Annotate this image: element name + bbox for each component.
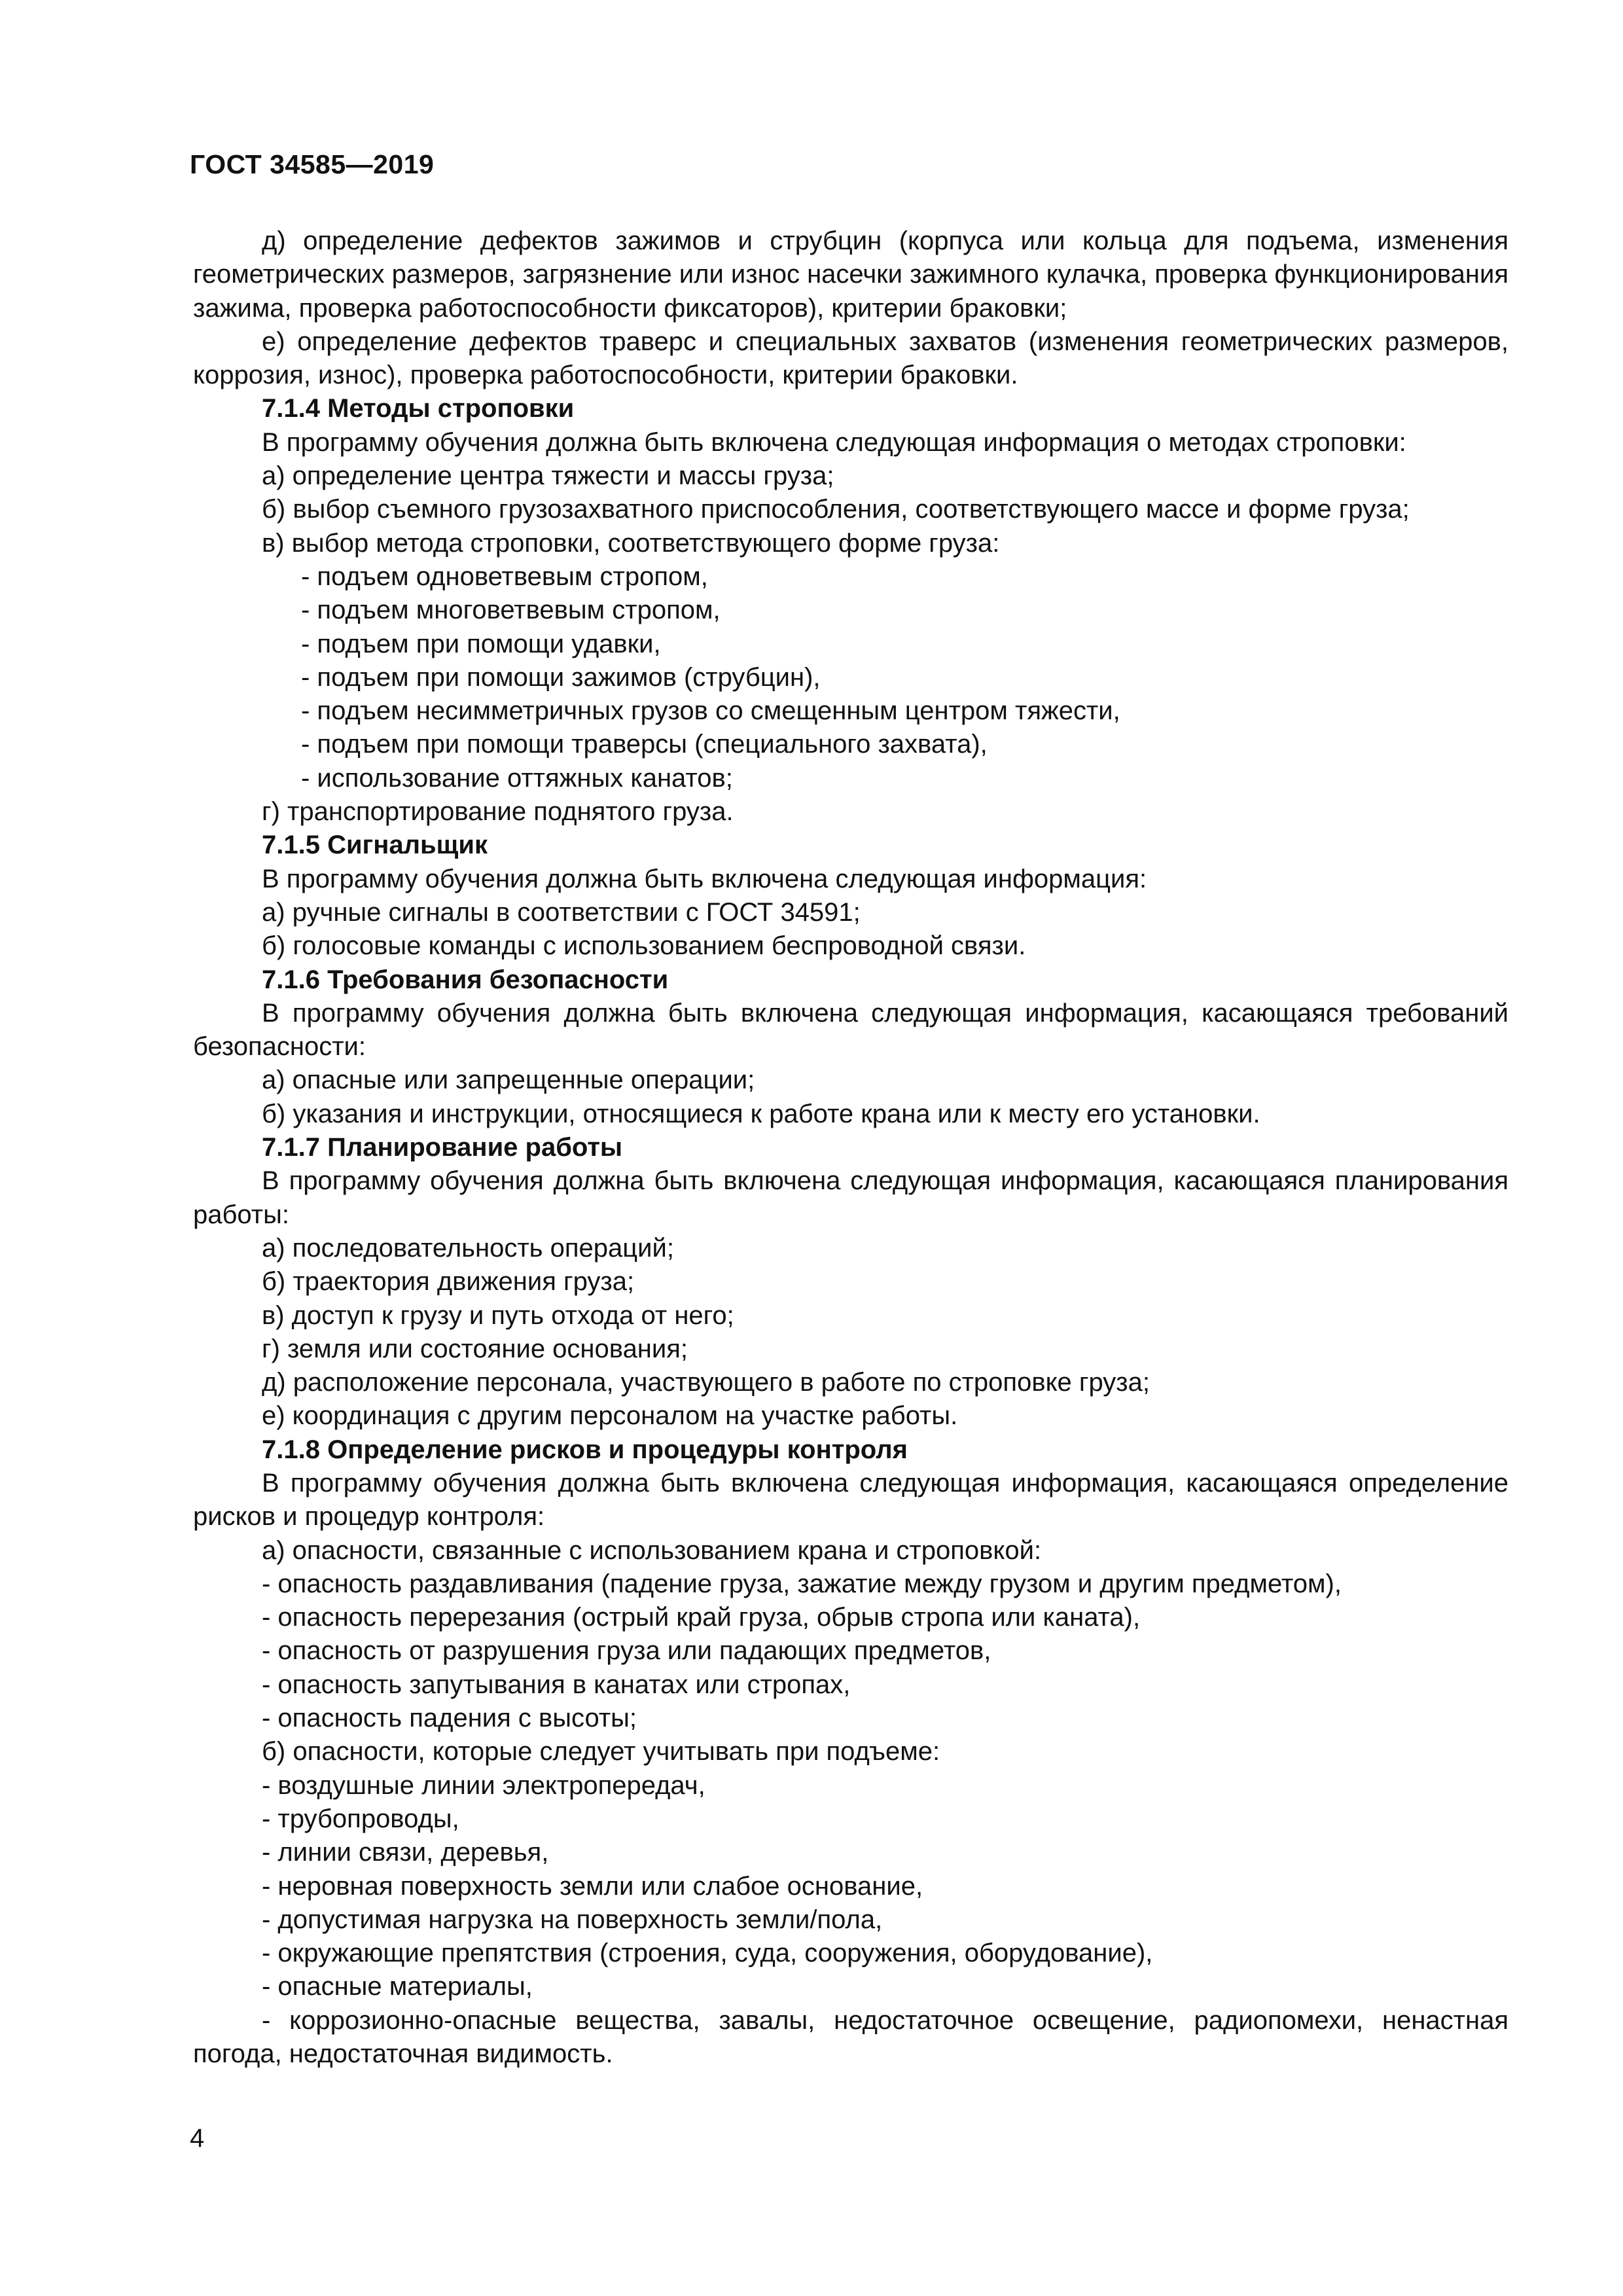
sub-list-item: - подъем при помощи удавки, [301, 629, 661, 658]
hazard-item: - допустимая нагрузка на поверхность земли/пола, [262, 1905, 883, 1934]
list-item: в) доступ к грузу и путь отхода от него; [262, 1300, 734, 1330]
section-intro: В программу обучения должна быть включена следующая информация, касающаяся требований безопасности: [193, 998, 1508, 1062]
page-number: 4 [190, 2124, 205, 2153]
list-item: г) транспортирование поднятого груза. [262, 797, 734, 827]
list-item: а) определение центра тяжести и массы груза; [262, 461, 834, 491]
hazard-item: - неровная поверхность земли или слабое основание, [262, 1871, 923, 1901]
list-item: б) траектория движения груза; [262, 1267, 635, 1297]
sub-list-item: - подъем при помощи траверсы (специального захвата), [301, 730, 988, 759]
hazard-item: - линии связи, деревья, [262, 1838, 549, 1867]
paragraph-e: е) определение дефектов траверс и специальных захватов (изменения геометрических размеров, коррозия, износ), проверка работоспособности, критерии браковки. [193, 327, 1508, 390]
list-item: а) последовательность операций; [262, 1233, 674, 1263]
paragraph-d: д) определение дефектов зажимов и струбцин (корпуса или кольца для подъема, изменения геометрических размеров, загрязнение или износ насечки зажимного кулачка, проверка функционирования зажима, проверка работоспособности фиксаторов), критерии браковки; [193, 226, 1508, 323]
hazard-item: - опасность от разрушения груза или падающих предметов, [262, 1636, 991, 1666]
section-intro: В программу обучения должна быть включена следующая информация, касающаяся определение рисков и процедур контроля: [193, 1468, 1508, 1532]
sub-list-item: - использование оттяжных канатов; [301, 763, 733, 793]
hazard-item: - опасность раздавливания (падение груза, зажатие между грузом и другим предметом), [262, 1569, 1342, 1598]
section-heading-7-1-6: 7.1.6 Требования безопасности [262, 965, 669, 994]
list-item: а) ручные сигналы в соответствии с ГОСТ 34591; [262, 897, 861, 927]
list-item: г) земля или состояние основания; [262, 1334, 688, 1363]
section-heading-7-1-8: 7.1.8 Определение рисков и процедуры контроля [262, 1435, 908, 1464]
hazard-item: - трубопроводы, [262, 1804, 459, 1833]
section-intro: В программу обучения должна быть включена следующая информация о методах строповки: [262, 427, 1406, 457]
document-body [193, 224, 1508, 2071]
section-heading-7-1-4: 7.1.4 Методы строповки [262, 394, 575, 423]
hazard-item: - опасность падения с высоты; [262, 1704, 637, 1733]
list-item: б) указания и инструкции, относящиеся к работе крана или к месту его установки. [262, 1099, 1260, 1128]
list-item: в) выбор метода строповки, соответствующего форме груза: [262, 528, 1000, 558]
sub-list-item: - подъем при помощи зажимов (струбцин), [301, 662, 821, 692]
hazard-item: - окружающие препятствия (строения, суда, сооружения, оборудование), [262, 1939, 1153, 1968]
list-item: д) расположение персонала, участвующего в работе по строповке груза; [262, 1368, 1150, 1397]
list-item: е) координация с другим персоналом на участке работы. [262, 1401, 958, 1431]
list-item: б) опасности, которые следует учитывать при подъеме: [262, 1737, 940, 1767]
hazard-item: - опасность перерезания (острый край груза, обрыв стропа или каната), [262, 1603, 1141, 1632]
section-heading-7-1-7: 7.1.7 Планирование работы [262, 1133, 623, 1162]
sub-list-item: - подъем одноветвевым стропом, [301, 562, 708, 591]
sub-list-item: - подъем несимметричных грузов со смещенным центром тяжести, [301, 696, 1120, 726]
section-heading-7-1-5: 7.1.5 Сигнальщик [262, 831, 488, 860]
section-intro: В программу обучения должна быть включена следующая информация, касающаяся планирования работы: [193, 1166, 1508, 1229]
list-item: б) выбор съемного грузозахватного приспособления, соответствующего массе и форме груза; [262, 495, 1410, 524]
hazard-item: - воздушные линии электропередач, [262, 1770, 705, 1800]
list-item: а) опасные или запрещенные операции; [262, 1066, 755, 1095]
sub-list-item: - подъем многоветвевым стропом, [301, 596, 721, 625]
hazard-item: - опасные материалы, [262, 1972, 533, 2001]
hazard-item: - опасность запутывания в канатах или стропах, [262, 1670, 851, 1699]
hazard-item-last: - коррозионно-опасные вещества, завалы, недостаточное освещение, радиопомехи, ненастная погода, недостаточная видимость. [193, 2005, 1508, 2069]
document-header: ГОСТ 34585—2019 [190, 149, 435, 179]
list-item: б) голосовые команды с использованием беспроводной связи. [262, 931, 1026, 961]
section-intro: В программу обучения должна быть включена следующая информация: [262, 864, 1147, 893]
list-item: а) опасности, связанные с использованием крана и строповкой: [262, 1535, 1042, 1565]
